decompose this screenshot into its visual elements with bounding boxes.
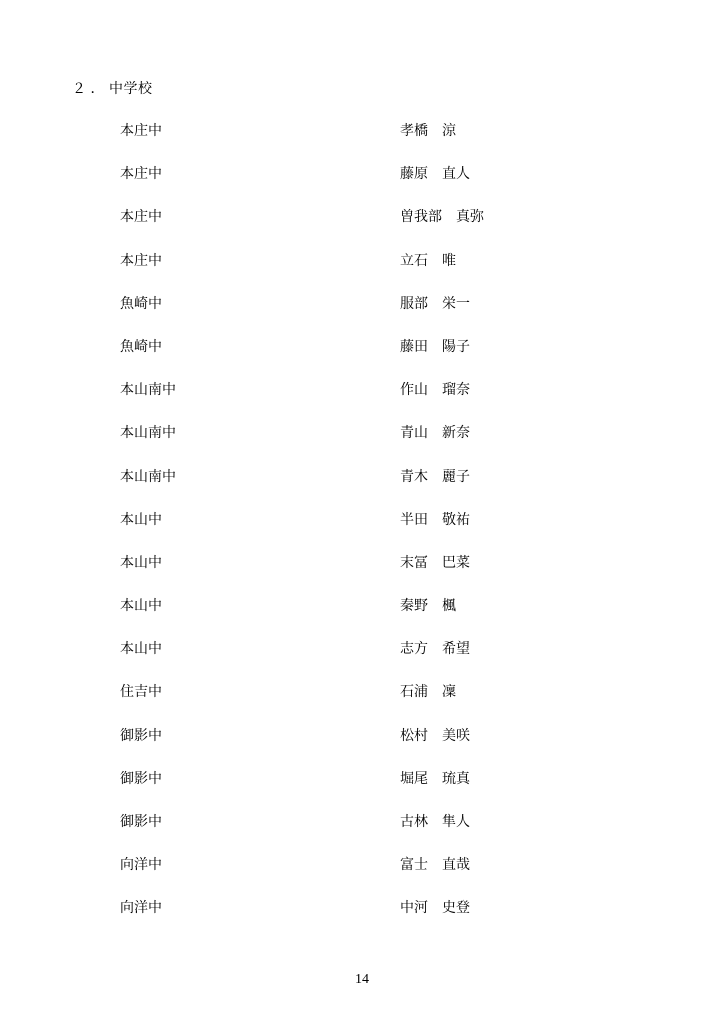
entry-name: 青山 新奈 — [400, 426, 470, 442]
list-item — [0, 250, 724, 293]
entry-name: 青木 麗子 — [400, 469, 470, 485]
entry-name: 秦野 楓 — [400, 599, 456, 615]
entry-school: 本庄中 — [120, 210, 162, 226]
entry-name: 藤原 直人 — [400, 167, 470, 183]
list-item — [0, 120, 724, 163]
entry-name: 藤田 陽子 — [400, 339, 470, 355]
entry-name: 堀尾 琉真 — [400, 771, 470, 787]
entry-school: 向洋中 — [120, 858, 162, 874]
entry-school: 本庄中 — [120, 253, 162, 269]
entry-school: 向洋中 — [120, 901, 162, 917]
entry-name: 曽我部 真弥 — [400, 210, 484, 226]
page-number: 14 — [355, 972, 369, 987]
entry-school: 本山中 — [120, 599, 162, 615]
entry-school: 魚崎中 — [120, 339, 162, 355]
list-item — [0, 379, 724, 422]
list-item — [0, 854, 724, 897]
entry-name: 石浦 凜 — [400, 685, 456, 701]
entry-school: 魚崎中 — [120, 296, 162, 312]
list-item — [0, 768, 724, 811]
entry-school: 本山中 — [120, 555, 162, 571]
list-item — [0, 422, 724, 465]
entry-school: 本山中 — [120, 642, 162, 658]
list-item — [0, 206, 724, 249]
entry-list — [0, 120, 724, 941]
entry-school: 本山南中 — [120, 469, 176, 485]
entry-name: 半田 敬祐 — [400, 512, 470, 528]
entry-school: 本庄中 — [120, 167, 162, 183]
entry-name: 中河 史登 — [400, 901, 470, 917]
section-heading: ２ ． 中学校 — [72, 82, 153, 97]
entry-school: 御影中 — [120, 815, 162, 830]
entry-name: 孝橋 涼 — [400, 124, 456, 139]
list-item — [0, 811, 724, 854]
list-item — [0, 552, 724, 595]
entry-school: 住吉中 — [120, 685, 162, 701]
entry-school: 本山南中 — [120, 383, 176, 399]
entry-name: 服部 栄一 — [400, 296, 470, 312]
list-item — [0, 336, 724, 379]
entry-school: 御影中 — [120, 728, 162, 744]
entry-name: 古林 隼人 — [400, 815, 470, 830]
entry-name: 富士 直哉 — [400, 858, 470, 874]
entry-name: 志方 希望 — [400, 642, 470, 658]
entry-name: 末冨 巴菜 — [400, 555, 470, 571]
list-item — [0, 163, 724, 206]
entry-school: 本山中 — [120, 512, 162, 528]
entry-name: 作山 瑠奈 — [400, 383, 470, 399]
entry-school: 本山南中 — [120, 426, 176, 442]
list-item — [0, 466, 724, 509]
list-item — [0, 595, 724, 638]
entry-school: 本庄中 — [120, 124, 162, 139]
list-item — [0, 293, 724, 336]
list-item — [0, 638, 724, 681]
entry-name: 松村 美咲 — [400, 728, 470, 744]
entry-school: 御影中 — [120, 771, 162, 787]
list-item — [0, 509, 724, 552]
list-item — [0, 725, 724, 768]
entry-name: 立石 唯 — [400, 253, 456, 269]
list-item — [0, 681, 724, 724]
list-item — [0, 897, 724, 940]
